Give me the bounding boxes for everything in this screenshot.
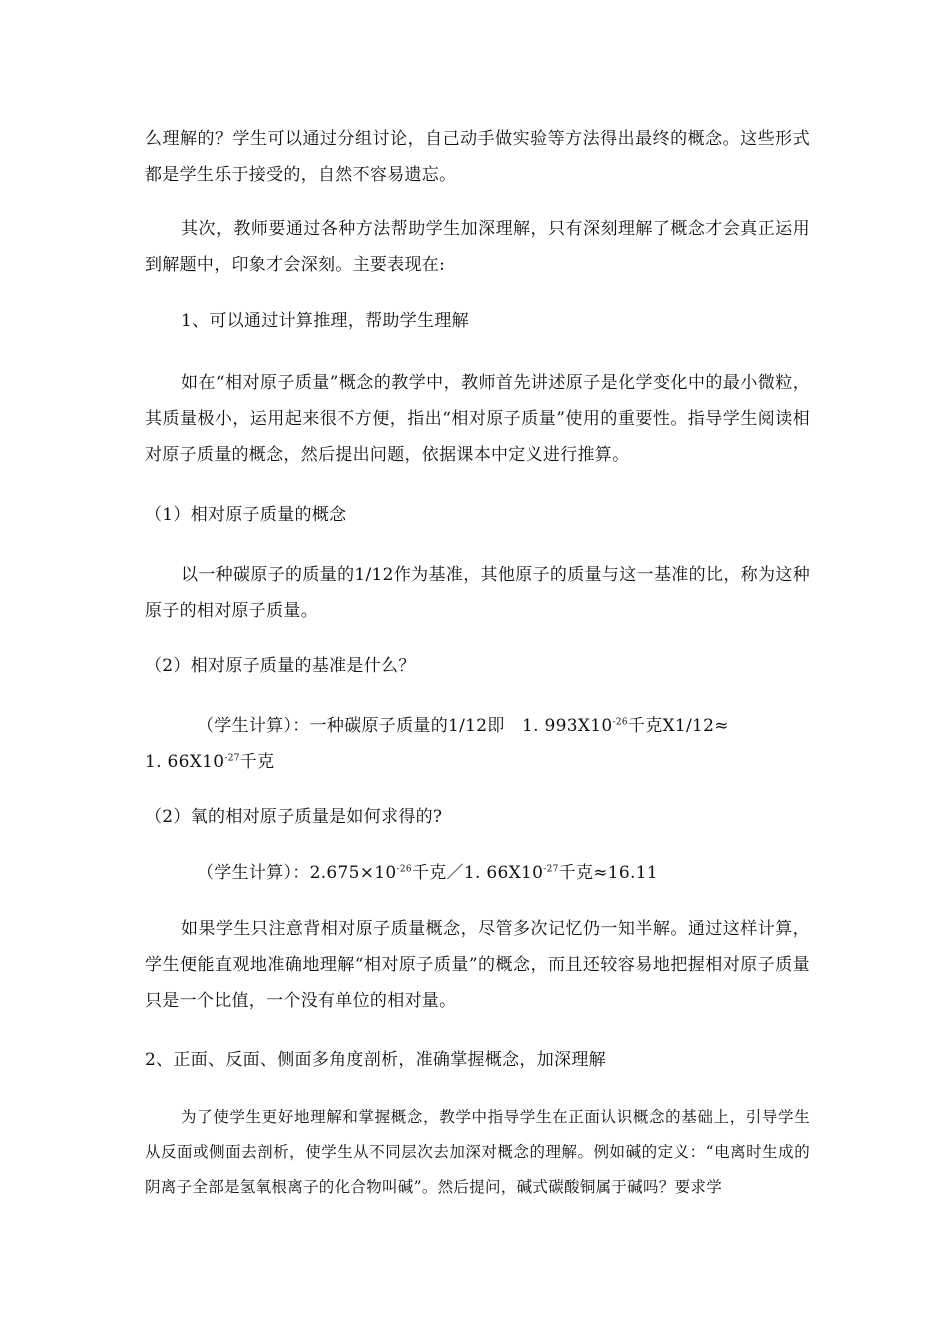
calc2-part-b: 千克／1. 66X10 [411,863,544,883]
question-2-standard: （2）相对原子质量的基准是什么？ [145,656,416,676]
paragraph-continuation: 么理解的？学生可以通过分组讨论，自己动手做实验等方法得出最终的概念。这些形式都是学生乐于接受的，自然不容易遗忘。 [145,129,810,185]
calc1-exponent-a: -26 [612,717,628,728]
paragraph-calculation-benefit: 如果学生只注意背相对原子质量概念，尽管多次记忆仍一知半解。通过这样计算，学生便能直观地准确地理解“相对原子质量”的概念，而且还较容易地把握相对原子质量只是一个比值，一个没有单位的相对量。 [145,919,810,1011]
question-3-oxygen: （2）氧的相对原子质量是如何求得的? [145,807,443,827]
paragraph-definition: 以一种碳原子的质量的1/12作为基准，其他原子的质量与这一基准的比，称为这种原子的相对原子质量。 [145,565,810,621]
calc1-exponent-c: -27 [224,753,240,764]
student-calculation-2 [145,855,810,891]
calc2-exponent-a: -26 [396,864,412,875]
calc1-part-d: 千克 [239,752,275,772]
paragraph-deepen-understanding: 其次，教师要通过各种方法帮助学生加深理解，只有深刻理解了概念才会真正运用到解题中，印象才会深刻。主要表现在: [145,219,810,275]
paragraph-base-definition: 为了使学生更好地理解和掌握概念，教学中指导学生在正面认识概念的基础上，引导学生从反面或侧面去剖析，使学生从不同层次去加深对概念的理解。例如碱的定义：“电离时生成的阴离子全部是氢氧根离子的化合物叫碱”。然后提问，碱式碳酸铜属于碱吗？要求学 [145,1108,810,1196]
student-calculation-1 [145,708,810,780]
question-1-concept: （1）相对原子质量的概念 [145,505,347,525]
paragraph-relative-atomic-mass-intro: 如在“相对原子质量”概念的教学中，教师首先讲述原子是化学变化中的最小微粒，其质量极小，运用起来很不方便，指出“相对原子质量”使用的重要性。指导学生阅读相对原子质量的概念，然后提出问题，依据课本中定义进行推算。 [145,373,810,465]
heading-multi-angle-analysis: 2、正面、反面、侧面多角度剖析，准确掌握概念，加深理解 [145,1050,606,1070]
calc2-part-a: （学生计算）：2.675×10 [197,863,397,883]
calc1-part-a: （学生计算）：一种碳原子质量的1/12即 1. 993X10 [197,716,613,736]
heading-calculation-reasoning: 1、可以通过计算推理，帮助学生理解 [181,311,469,331]
calc2-part-c: 千克≈16.11 [558,863,658,883]
calc1-part-c: 1. 66X10 [145,752,225,772]
calc2-exponent-b: -27 [543,864,559,875]
calc1-part-b: 千克X1/12≈ [627,716,729,736]
